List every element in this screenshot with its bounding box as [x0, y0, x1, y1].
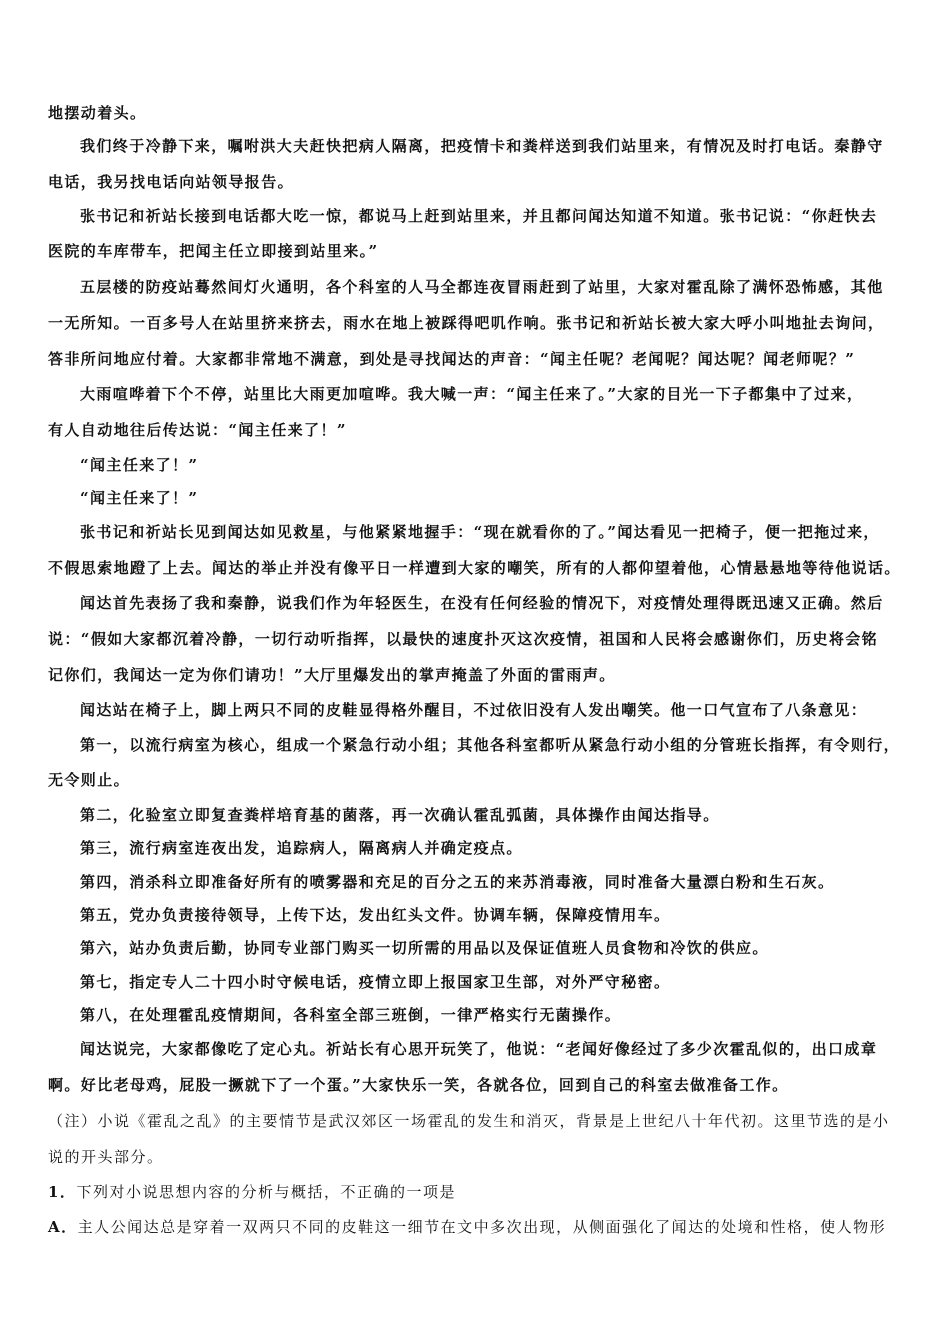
- text-line: 第三，流行病室连夜出发，追踪病人，隔离病人并确定疫点。: [80, 839, 523, 857]
- text-line: 第一，以流行病室为核心，组成一个紧急行动小组；其他各科室都听从紧急行动小组的分管班长指挥，有令则行，: [80, 736, 901, 754]
- text-line: 医院的车库带车，把闻主任立即接到站里来。”: [48, 242, 379, 260]
- option-a-label: A．: [48, 1218, 78, 1236]
- text-line: 第四，消杀科立即准备好所有的喷雾器和充足的百分之五的来苏消毒液，同时准备大量漂白粉和生石灰。: [80, 873, 835, 891]
- text-line: 记你们，我闻达一定为你们请功！”大厅里爆发出的掌声掩盖了外面的雷雨声。: [48, 666, 616, 684]
- text-line: 五层楼的防疫站蓦然间灯火通明，各个科室的人马全都连夜冒雨赶到了站里，大家对霍乱除了满怀恐怖感，其他: [80, 278, 884, 296]
- text-line: 第六，站办负责后勤，协同专业部门购买一切所需的用品以及保证值班人员食物和冷饮的供应。: [80, 939, 769, 957]
- text-line: 闻达站在椅子上，脚上两只不同的皮鞋显得格外醒目，不过依旧没有人发出嘲笑。他一口气宣布了八条意见：: [80, 701, 868, 719]
- question-text: 下列对小说思想内容的分析与概括，不正确的一项是: [76, 1183, 456, 1201]
- note-line: （注）小说《霍乱之乱》的主要情节是武汉郊区一场霍乱的发生和消灭，背景是上世纪八十年代初。这里节选的是小: [48, 1112, 890, 1130]
- text-line: 不假思索地蹬了上去。闻达的举止并没有像平日一样遭到大家的嘲笑，所有的人都仰望着他，心情悬悬地等待他说话。: [48, 559, 901, 577]
- text-line: “闻主任来了！”: [80, 456, 199, 474]
- text-line: 第二，化验室立即复查粪样培育基的菌落，再一次确认霍乱弧菌，具体操作由闻达指导。: [80, 806, 720, 824]
- text-line: 张书记和祈站长见到闻达如见救星，与他紧紧地握手：“现在就看你的了。”闻达看见一把椅子，便一把拖过来，: [80, 523, 880, 541]
- text-line: 闻达首先表扬了我和秦静，说我们作为年轻医生，在没有任何经验的情况下，对疫情处理得既迅速又正确。然后: [80, 594, 884, 612]
- note-line: 说的开头部分。: [48, 1148, 164, 1166]
- question-stem: [48, 1182, 908, 1202]
- question-number: 1．: [48, 1183, 77, 1201]
- option-a: [48, 1217, 908, 1237]
- text-line: 第五，党办负责接待领导，上传下达，发出红头文件。协调车辆，保障疫情用车。: [80, 906, 671, 924]
- text-line: 张书记和祈站长接到电话都大吃一惊，都说马上赶到站里来，并且都问闻达知道不知道。张书记说：“你赶快去: [80, 207, 878, 225]
- text-line: 说：“假如大家都沉着冷静，一切行动听指挥，以最快的速度扑灭这次疫情，祖国和人民将会感谢你们，历史将会铭: [48, 630, 879, 648]
- text-line: 闻达说完，大家都像吃了定心丸。祈站长有心思开玩笑了，他说：“老闻好像经过了多少次霍乱似的，出口成章: [80, 1040, 878, 1058]
- text-line: 一无所知。一百多号人在站里挤来挤去，雨水在地上被踩得吧叽作响。张书记和祈站长被大家大呼小叫地扯去询问，: [48, 314, 885, 332]
- text-line: 有人自动地往后传达说：“闻主任来了！”: [48, 421, 347, 439]
- text-line: “闻主任来了！”: [80, 489, 199, 507]
- text-line: 电话，我另找电话向站领导报告。: [48, 173, 295, 191]
- text-line: 第八，在处理霍乱疫情期间，各科室全部三班倒，一律严格实行无菌操作。: [80, 1006, 622, 1024]
- text-line: 地摆动着头。: [48, 104, 147, 122]
- text-line: 我们终于冷静下来，嘱咐洪大夫赶快把病人隔离，把疫情卡和粪样送到我们站里来，有情况及时打电话。秦静守: [80, 137, 884, 155]
- text-line: 答非所问地应付着。大家都非常地不满意，到处是寻找闻达的声音：“闻主任呢？老闻呢？闻达呢？闻老师呢？”: [48, 350, 856, 368]
- text-line: 大雨喧哗着下个不停，站里比大雨更加喧哗。我大喊一声：“闻主任来了。”大家的目光一下子都集中了过来，: [80, 385, 864, 403]
- text-line: 第七，指定专人二十四小时守候电话，疫情立即上报国家卫生部，对外严守秘密。: [80, 973, 671, 991]
- option-a-text: 主人公闻达总是穿着一双两只不同的皮鞋这一细节在文中多次出现，从侧面强化了闻达的处境和性格，使人物形: [77, 1218, 887, 1236]
- text-line: 啊。好比老母鸡，屁股一撅就下了一个蛋。”大家快乐一笑，各就各位，回到自己的科室去做准备工作。: [48, 1076, 789, 1094]
- text-line: 无令则止。: [48, 771, 131, 789]
